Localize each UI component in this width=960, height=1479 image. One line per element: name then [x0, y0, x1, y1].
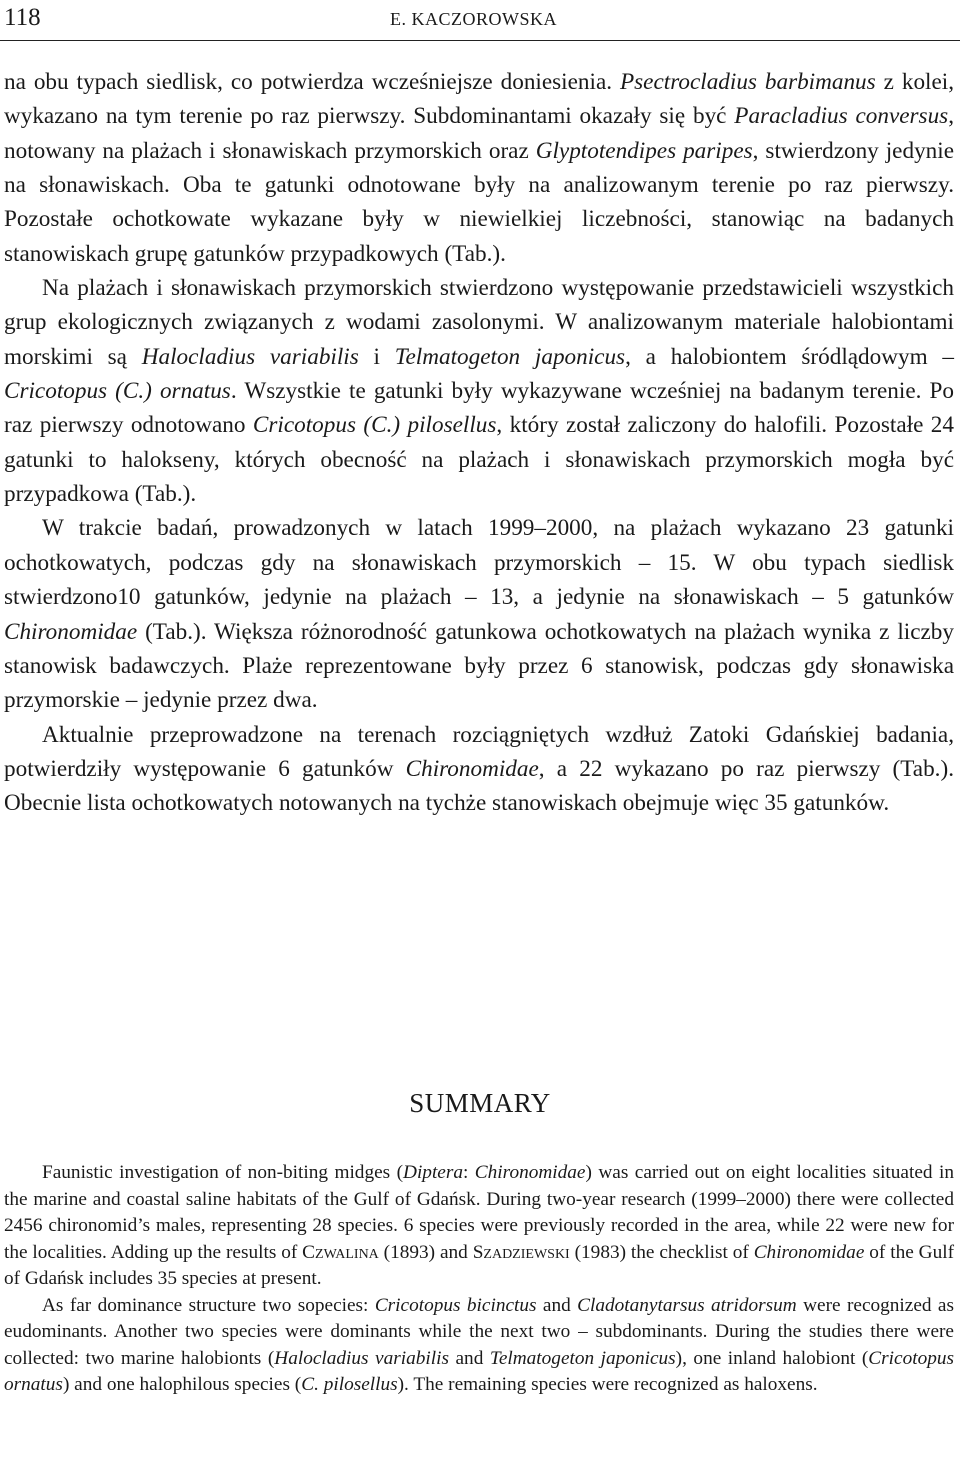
summary-paragraph-1: Faunistic investigation of non-biting midges (Diptera: Chironomidae) was carried out on eight localities situated in the marine and coastal saline habitats of the Gulf of Gdańsk. During two-year research (1999–2000) there were collected 2456 chironomid’s males, representing 28 species. 6 species were previously recorded in the area, while 22 were new for the localities. Adding up the results of Czwalina (1893) and Szadziewski (1983) the checklist of Chironomidae of the Gulf of Gdańsk includes 35 species at present. — [4, 1162, 954, 1289]
summary-paragraph-2: As far dominance structure two sopecies: Cricotopus bicinctus and Cladotanytarsus atridorsum were recognized as eudominants. Another two species were dominants while the next two – subdominants. During the studies there were collected: two marine halobionts (Halocladius variabilis and Telmatogeton japonicus), one inland halobiont (Cricotopus ornatus) and one halophilous species (C. pilosellus). The remaining species were recognized as haloxens. — [4, 1294, 954, 1395]
paragraph-2: Na plażach i słonawiskach przymorskich stwierdzono występowanie przedstawicieli wszystkich grup ekologicznych związanych z wodami zasolonymi. W analizowanym materiale halobiontami morskimi są Halocladius variabilis i Telmatogeton japonicus, a halobiontem śródlądowym – Cricotopus (C.) ornatus. Wszystkie te gatunki były wykazywane wcześniej na badanym terenie. Po raz pierwszy odnotowano Cricotopus (C.) pilosellus, który został zaliczony do halofili. Pozostałe 24 gatunki to halokseny, których obecność na plażach i słonawiskach przymorskich mogła być przypadkowa (Tab.). — [4, 275, 954, 508]
page-header — [0, 0, 960, 41]
paragraph-1: na obu typach siedlisk, co potwierdza wcześniejsze doniesienia. Psectrocladius barbimanus z kolei, wykazano na tym terenie po raz pierwszy. Subdominantami okazały się być Paracladius conversus, notowany na plażach i słonawiskach przymorskich oraz Glyptotendipes paripes, stwierdzony jedynie na słonawiskach. Oba te gatunki odnotowane były na analizowanym terenie po raz pierwszy. Pozostałe ochotkowate wykazane były w niewielkiej liczebności, stanowiąc na badanych stanowiskach grupę gatunków przypadkowych (Tab.). — [4, 69, 955, 267]
summary-heading: SUMMARY — [409, 1088, 551, 1118]
paragraph-4: Aktualnie przeprowadzone na terenach rozciągniętych wzdłuż Zatoki Gdańskiej badania, potwierdziły występowanie 6 gatunków Chironomidae, a 22 wykazano po raz pierwszy (Tab.). Obecnie lista ochotkowatych notowanych na tychże stanowiskach obejmuje więc 35 gatunków. — [4, 721, 955, 817]
paragraph-3: W trakcie badań, prowadzonych w latach 1999–2000, na plażach wykazano 23 gatunki ochotkowatych, podczas gdy na słonawiskach przymorskich – 15. W obu typach siedlisk stwierdzono10 gatunków, jedynie na plażach – 13, a jedynie na słonawiskach – 5 gatunków Chironomidae (Tab.). Większa różnorodność gatunkowa ochotkowatych na plażach wynika z liczby stanowisk badawczych. Plaże reprezentowane były przez 6 stanowisk, podczas gdy słonawiska przymorskie – jedynie przez dwa. — [4, 515, 954, 714]
main-body-text — [4, 65, 954, 821]
running-head: E. KACZOROWSKA — [390, 9, 557, 29]
summary-body — [4, 1160, 954, 1399]
page-number: 118 — [4, 4, 41, 31]
